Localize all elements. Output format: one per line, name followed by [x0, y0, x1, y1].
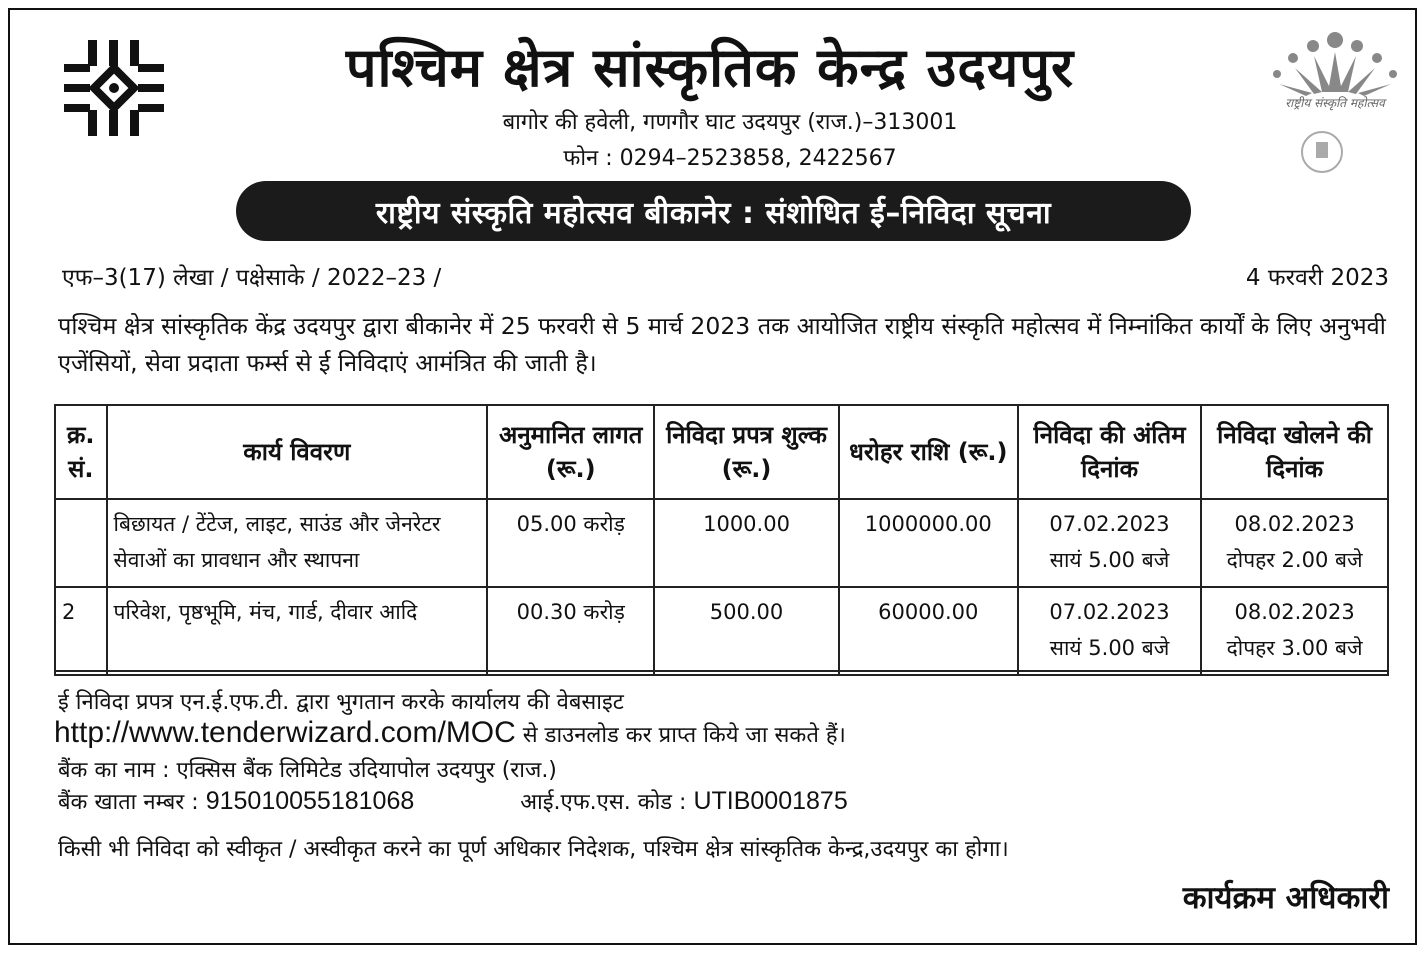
header-cost: अनुमानित लागत (रू.): [487, 405, 654, 499]
row-open-date-cell: [1201, 499, 1388, 587]
divider: [54, 670, 1389, 672]
account-number: 915010055181068: [205, 787, 415, 815]
row-sno: 2: [55, 587, 107, 675]
row-last-time: सायं 5.00 बजे: [1049, 548, 1170, 572]
organization-title: पश्चिम क्षेत्र सांस्कृतिक केन्द्र उदयपुर: [345, 36, 1075, 99]
row-emd: 1000000.00: [839, 499, 1018, 587]
row-open-date-cell: [1201, 587, 1388, 675]
header-sno: क्र. सं.: [55, 405, 107, 499]
notice-heading: राष्ट्रीय संस्कृति महोत्सव बीकानेर : संशोधित ई–निविदा सूचना: [236, 181, 1191, 241]
row-fee: 1000.00: [654, 499, 838, 587]
organization-address: बागोर की हवेली, गणगौर घाट उदयपुर (राज.)–313001: [502, 110, 958, 135]
row-last-date: 07.02.2023: [1049, 600, 1170, 624]
row-last-date: 07.02.2023: [1049, 512, 1170, 536]
organization-phone: फोन : 0294–2523858, 2422567: [563, 146, 897, 171]
intro-paragraph: पश्चिम क्षेत्र सांस्कृतिक केंद्र उदयपुर द्वारा बीकानेर में 25 फरवरी से 5 मार्च 2023 तक आयोजित राष्ट्रीय संस्कृति महोत्सव में निम्नांकित कार्यों के लिए अनुभवी एजेंसियों, सेवा प्रदाता फर्म्स से ई निविदाएं आमंत्रित की जाती है।: [58, 312, 1386, 377]
row-last-date-cell: [1018, 587, 1201, 675]
header-emd: धरोहर राशि (रू.): [839, 405, 1018, 499]
bank-name: बैंक का नाम : एक्सिस बैंक लिमिटेड उदियापोल उदयपुर (राज.): [58, 758, 557, 783]
header-work: कार्य विवरण: [107, 405, 488, 499]
row-work: परिवेश, पृष्ठभूमि, मंच, गार्ड, दीवार आदि: [107, 587, 488, 675]
account-label: बैंक खाता नम्बर :: [58, 790, 206, 815]
download-line-rest: से डाउनलोड कर प्राप्त किये जा सकते हैं।: [515, 723, 846, 748]
table-header-row: [55, 405, 1388, 499]
row-open-date: 08.02.2023: [1234, 512, 1355, 536]
festival-logo: [1262, 26, 1408, 176]
row-last-date-cell: [1018, 499, 1201, 587]
download-line: [54, 716, 846, 750]
payment-instruction: ई निविदा प्रपत्र एन.ई.एफ.टी. द्वारा भुगतान करके कार्यालय की वेबसाइट: [58, 690, 624, 715]
ifsc-label: आई.एफ.एस. कोड :: [520, 790, 694, 815]
row-open-time: दोपहर 3.00 बजे: [1226, 636, 1363, 660]
table-row: [55, 587, 1388, 675]
tender-website-link[interactable]: http://www.tenderwizard.com/MOC: [54, 716, 516, 749]
row-emd: 60000.00: [839, 587, 1018, 675]
row-cost: 05.00 करोड़: [487, 499, 654, 587]
row-sno: [55, 499, 107, 587]
notice-date: 4 फरवरी 2023: [1245, 265, 1389, 291]
row-open-time: दोपहर 2.00 बजे: [1226, 548, 1363, 572]
row-open-date: 08.02.2023: [1234, 600, 1355, 624]
header-fee: निविदा प्रपत्र शुल्क (रू.): [654, 405, 838, 499]
tender-table: [54, 404, 1389, 676]
header-open-date: निविदा खोलने की दिनांक: [1201, 405, 1388, 499]
bank-details: [58, 786, 848, 816]
rights-statement: किसी भी निविदा को स्वीकृत / अस्वीकृत करने का पूर्ण अधिकार निदेशक, पश्चिम क्षेत्र सांस्कृतिक केन्द्र,उदयपुर का होगा।: [58, 837, 1009, 862]
reference-number: एफ–3(17) लेखा / पक्षेसाके / 2022–23 /: [62, 265, 442, 291]
row-last-time: सायं 5.00 बजे: [1049, 636, 1170, 660]
header-last-date: निविदा की अंतिम दिनांक: [1018, 405, 1201, 499]
table-row: [55, 499, 1388, 587]
ifsc-code: UTIB0001875: [693, 787, 848, 815]
festival-logo-caption: राष्ट्रीय संस्कृति महोत्सव: [1285, 96, 1385, 110]
wzcc-logo-icon: [62, 38, 166, 138]
row-fee: 500.00: [654, 587, 838, 675]
row-cost: 00.30 करोड़: [487, 587, 654, 675]
signatory: कार्यक्रम अधिकारी: [1182, 880, 1389, 916]
row-work: बिछायत / टेंटेज, लाइट, साउंड और जेनरेटर सेवाओं का प्रावधान और स्थापना: [107, 499, 488, 587]
